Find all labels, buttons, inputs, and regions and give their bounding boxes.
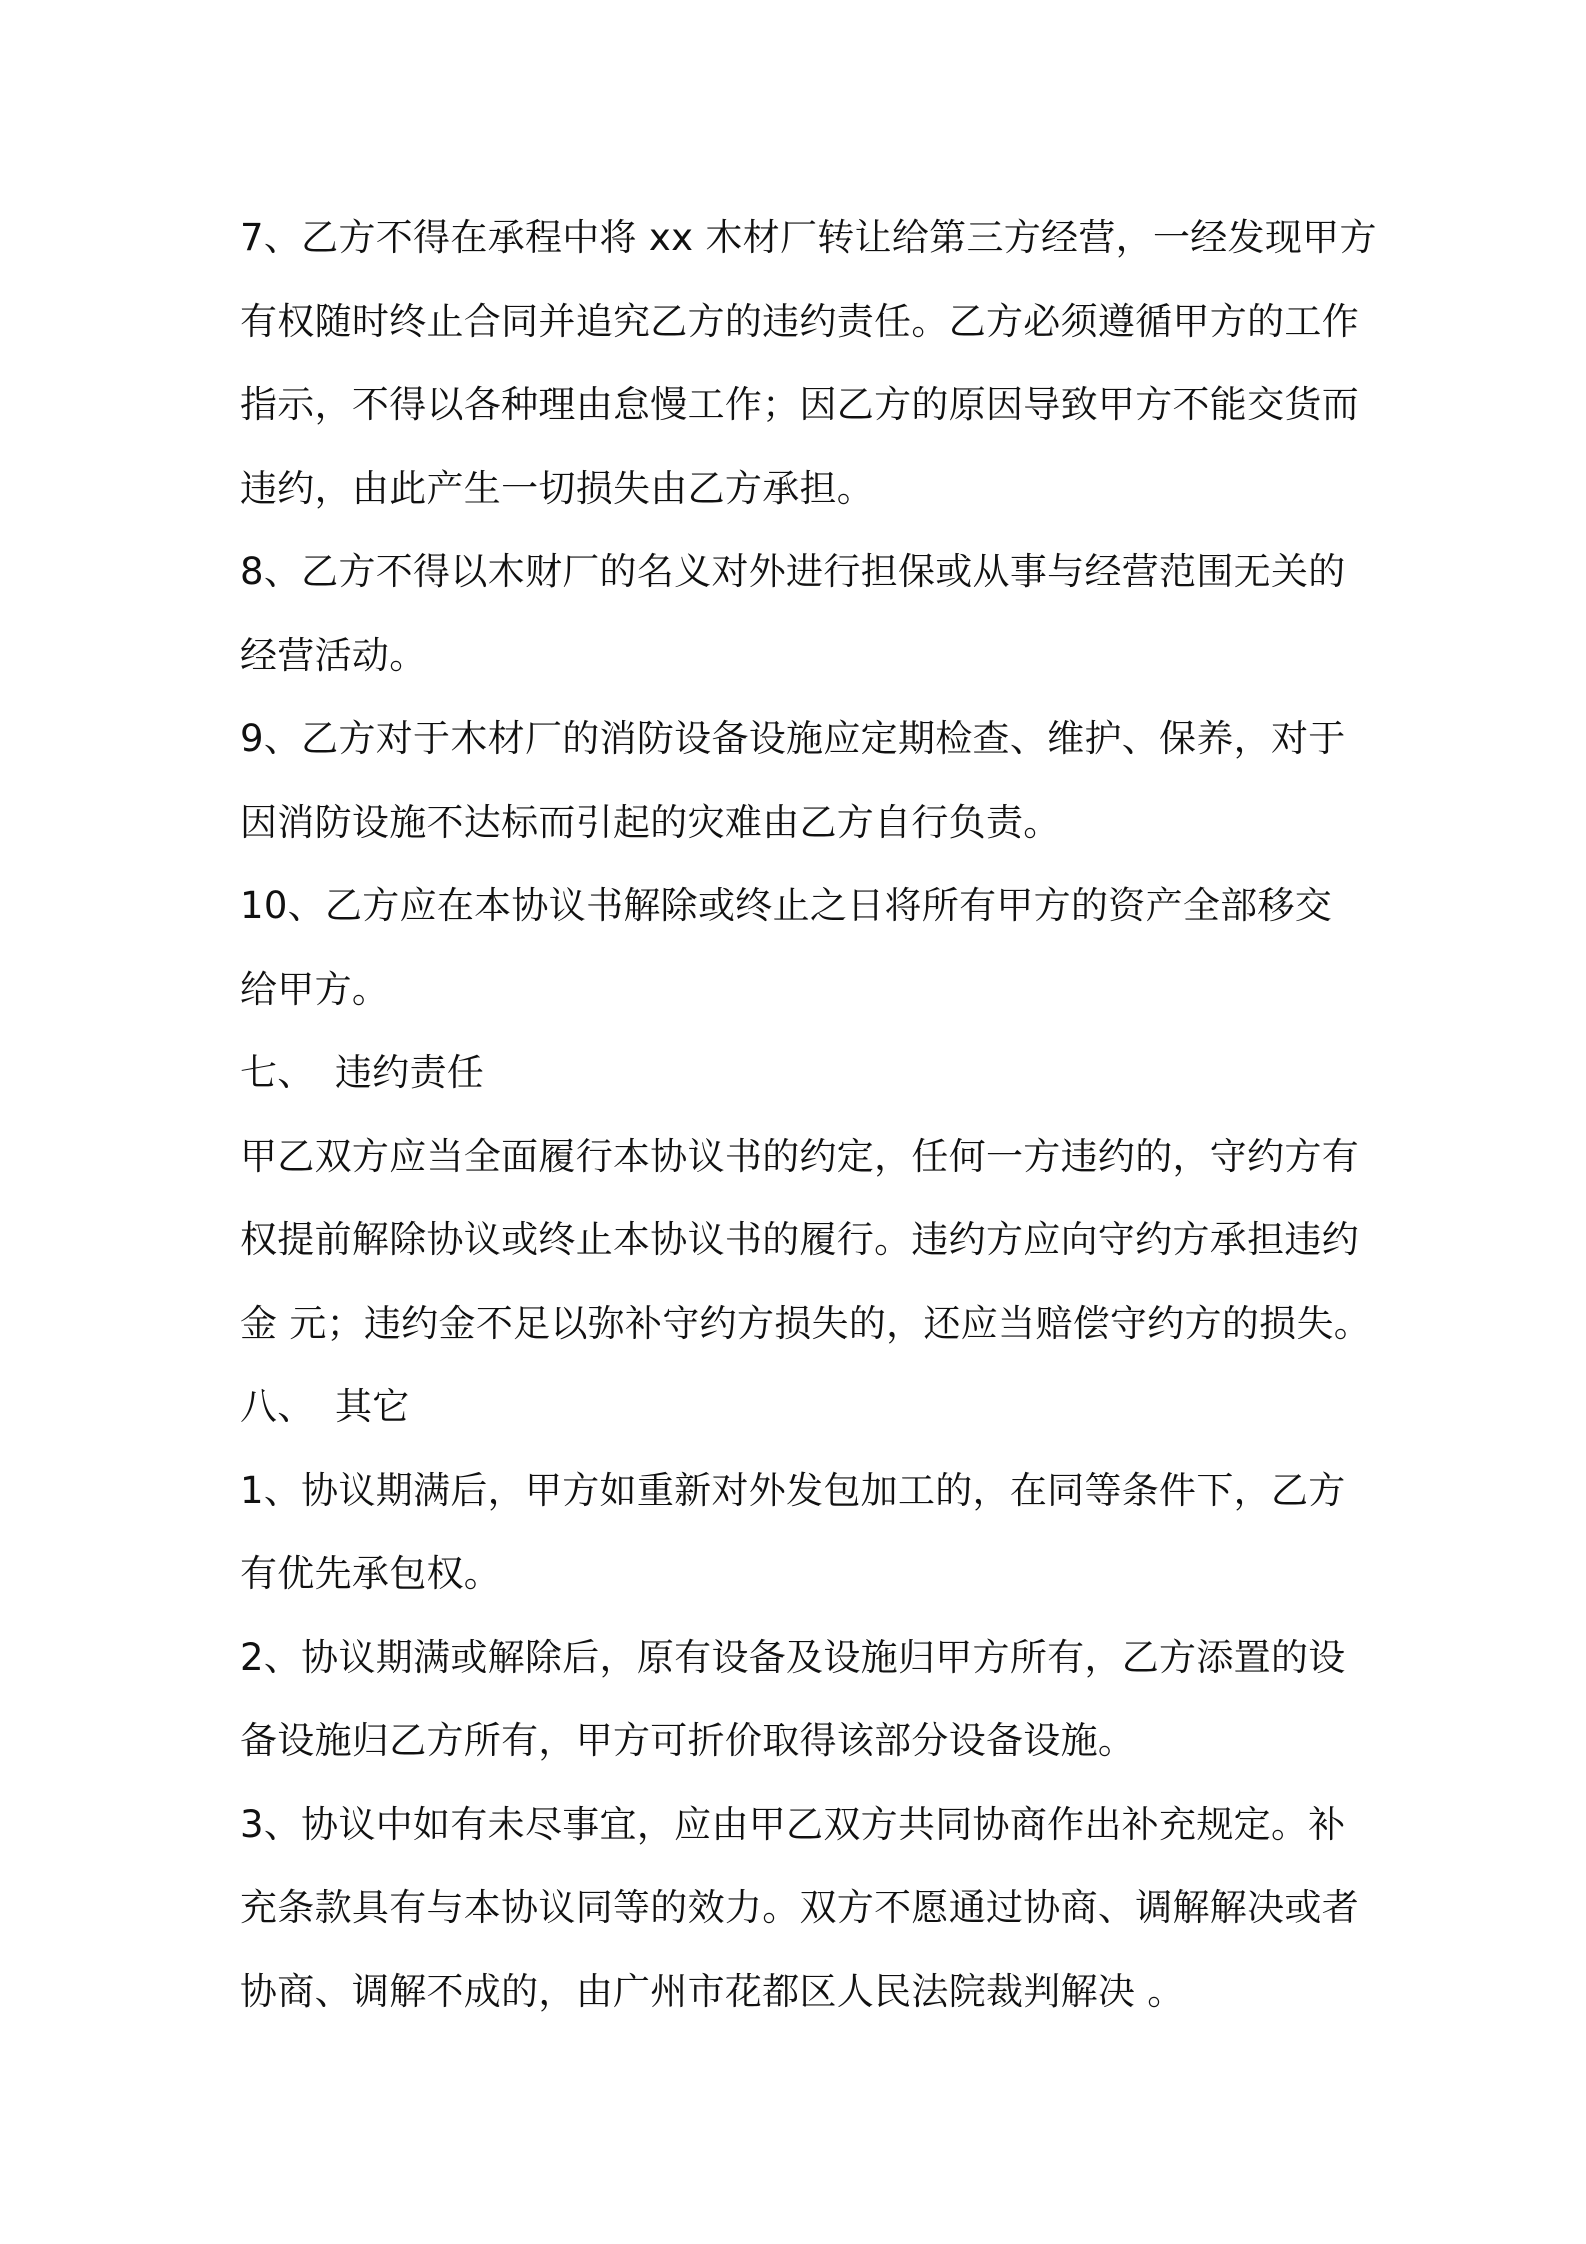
text-line: 10、乙方应在本协议书解除或终止之日将所有甲方的资产全部移交 (240, 884, 1333, 927)
text-line: 有权随时终止合同并追究乙方的违约责任。乙方必须遵循甲方的工作 (240, 299, 1359, 343)
clause-8 (240, 530, 1360, 697)
section-heading-other (240, 1365, 1360, 1449)
section-number: 七、 (240, 1051, 315, 1094)
text-line: 7、乙方不得在承程中将 xx 木材厂转让给第三方经营，一经发现甲方 (240, 216, 1377, 259)
text-line: 给甲方。 (240, 967, 390, 1011)
text-line: 权提前解除协议或终止本协议书的履行。违约方应向守约方承担违约 (240, 1218, 1359, 1261)
text-line: 8、乙方不得以木财厂的名义对外进行担保或从事与经营范围无关的 (240, 550, 1346, 593)
text-line: 充条款具有与本协议同等的效力。双方不愿通过协商、调解解决或者 (240, 1886, 1359, 1929)
text-line: 指示，不得以各种理由怠慢工作；因乙方的原因导致甲方不能交货而 (240, 383, 1359, 426)
section-number: 八、 (240, 1385, 315, 1428)
text-line: 1、协议期满后，甲方如重新对外发包加工的，在同等条件下，乙方 (240, 1468, 1346, 1512)
other-clause-3 (240, 1783, 1360, 2034)
text-line: 甲乙双方应当全面履行本协议书的约定，任何一方违约的，守约方有 (240, 1134, 1359, 1178)
other-clause-1 (240, 1449, 1360, 1616)
text-line: 经营活动。 (240, 633, 427, 677)
text-line: 备设施归乙方所有，甲方可折价取得该部分设备设施。 (240, 1719, 1136, 1762)
section-title: 其它 (335, 1385, 410, 1428)
heading-line (240, 1031, 1360, 1115)
clause-9 (240, 697, 1360, 864)
text-line: 有优先承包权。 (240, 1552, 502, 1595)
clause-7 (240, 196, 1377, 530)
heading-line (240, 1365, 1360, 1449)
text-line: 金 元；违约金不足以弥补守约方损失的，还应当赔偿守约方的损失。 (240, 1301, 1372, 1345)
text-line: 9、乙方对于木材厂的消防设备设施应定期检查、维护、保养，对于 (240, 717, 1346, 760)
section-title: 违约责任 (335, 1051, 485, 1094)
clause-10 (240, 864, 1360, 1031)
breach-liability-paragraph (240, 1115, 1372, 1366)
text-line: 2、协议期满或解除后，原有设备及设施归甲方所有，乙方添置的设 (240, 1635, 1346, 1679)
text-line: 协商、调解不成的，由广州市花都区人民法院裁判解决 。 (240, 1969, 1185, 2013)
text-line: 3、协议中如有未尽事宜，应由甲乙双方共同协商作出补充规定。补 (240, 1802, 1346, 1846)
document-body (240, 196, 1377, 2033)
section-heading-breach-liability (240, 1031, 1360, 1115)
text-line: 因消防设施不达标而引起的灾难由乙方自行负责。 (240, 800, 1061, 844)
other-clause-2 (240, 1616, 1360, 1783)
text-line: 违约，由此产生一切损失由乙方承担。 (240, 466, 875, 510)
